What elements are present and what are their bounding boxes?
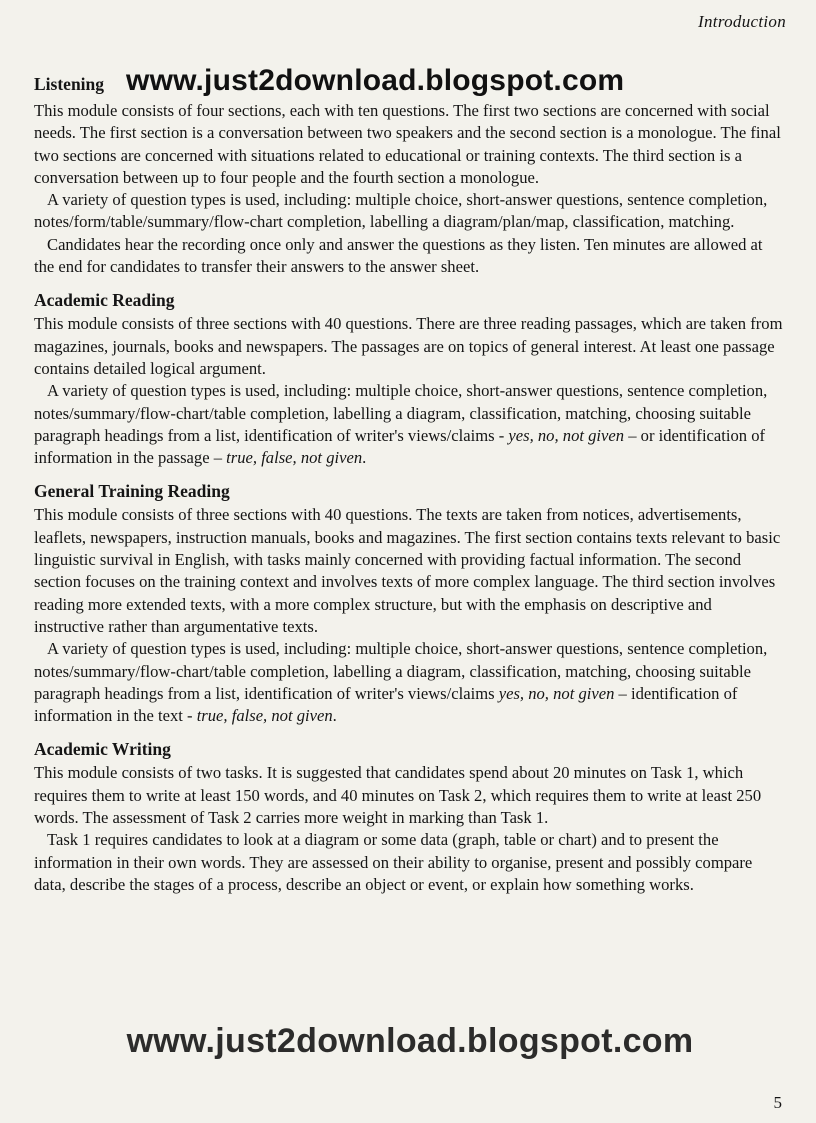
general-training-p2-end: .	[332, 706, 337, 726]
academic-reading-paragraph-1: This module consists of three sections with 40 questions. There are three reading passages, which are taken from magazines, journals, books and newspapers. The passages are on topics of general interest. At least one passage contains detailed logical argument.	[34, 314, 783, 378]
academic-reading-p2-mid: – or identification of information in the passage –	[34, 425, 766, 468]
section-general-training-reading	[34, 481, 786, 727]
listening-paragraph-1: This module consists of four sections, each with ten questions. The first two sections are concerned with social needs. The first section is a conversation between two speakers and the second section is a monologue. The final two sections are concerned with situations related to educational or training contexts. The third section is a conversation between up to four people and the fourth section a monologue.	[34, 101, 781, 187]
academic-reading-p2-italic-2: true, false, not given	[226, 448, 363, 468]
section-listening	[34, 62, 786, 278]
section-academic-reading	[34, 290, 786, 469]
general-training-p2-italic-2: true, false, not given	[196, 706, 333, 726]
general-training-p2-start: A variety of question types is used, including: multiple choice, short-answer questions, sentence completion, notes/summary/flow-chart/table completion, labelling a diagram, classification, matching, choosing suitable paragraph headings from a list, identification of writer's views/claims	[34, 639, 768, 703]
page-number: 5	[773, 1093, 782, 1112]
general-training-p2-italic-1: yes, no, not given	[498, 683, 615, 703]
general-training-reading-title: General Training Reading	[34, 481, 230, 502]
general-training-p2-mid: – identification of information in the text -	[34, 683, 738, 726]
academic-reading-title: Academic Reading	[34, 290, 175, 311]
academic-reading-p2-italic-1: yes, no, not given	[508, 425, 625, 445]
academic-writing-title: Academic Writing	[34, 739, 171, 760]
academic-reading-paragraph-2	[34, 380, 786, 469]
section-academic-writing	[34, 739, 786, 896]
general-training-reading-paragraph-2	[34, 638, 786, 727]
listening-heading-row	[34, 62, 786, 98]
academic-writing-paragraph-1: This module consists of two tasks. It is suggested that candidates spend about 20 minutes on Task 1, which requires them to write at least 150 words, and 40 minutes on Task 2, which requires them to write at least 250 words. The assessment of Task 2 carries more weight in marking than Task 1.	[34, 763, 762, 828]
academic-reading-p2-end: .	[362, 448, 367, 468]
page-content	[34, 62, 786, 896]
watermark-bottom: www.just2download.blogspot.com	[126, 1022, 694, 1060]
listening-paragraph-3: Candidates hear the recording once only and answer the questions as they listen. Ten minutes are allowed at the end for candidates to transfer their answers to the answer sheet.	[34, 234, 763, 277]
academic-reading-p2-start: A variety of question types is used, including: multiple choice, short-answer questions, sentence completion, notes/summary/flow-chart/table completion, labelling a diagram, classification, matching, choosing suitable paragraph headings from a list, identification of writer's views/claims -	[34, 381, 768, 445]
watermark-top: www.just2download.blogspot.com	[126, 64, 625, 97]
academic-writing-paragraph-2: Task 1 requires candidates to look at a diagram or some data (graph, table or chart) and to present the information in their own words. They are assessed on their ability to organise, present and possibly compare data, describe the stages of a process, describe an object or event, or explain how something works.	[34, 830, 753, 894]
general-training-reading-paragraph-1: This module consists of three sections with 40 questions. The texts are taken from notices, advertisements, leaflets, newspapers, instruction manuals, books and magazines. The first section contains texts relevant to basic linguistic survival in English, with tasks mainly concerned with providing factual information. The second section focuses on the training context and involves texts of more complex language. The third section involves reading more extended texts, with a more complex structure, but with the emphasis on descriptive and instructive rather than argumentative texts.	[34, 505, 781, 636]
listening-title: Listening	[34, 74, 105, 94]
listening-paragraph-2: A variety of question types is used, including: multiple choice, short-answer questions, sentence completion, notes/form/table/summary/flow-chart completion, labelling a diagram/plan/map, classification, matching.	[34, 190, 768, 232]
running-head: Introduction	[698, 12, 786, 31]
